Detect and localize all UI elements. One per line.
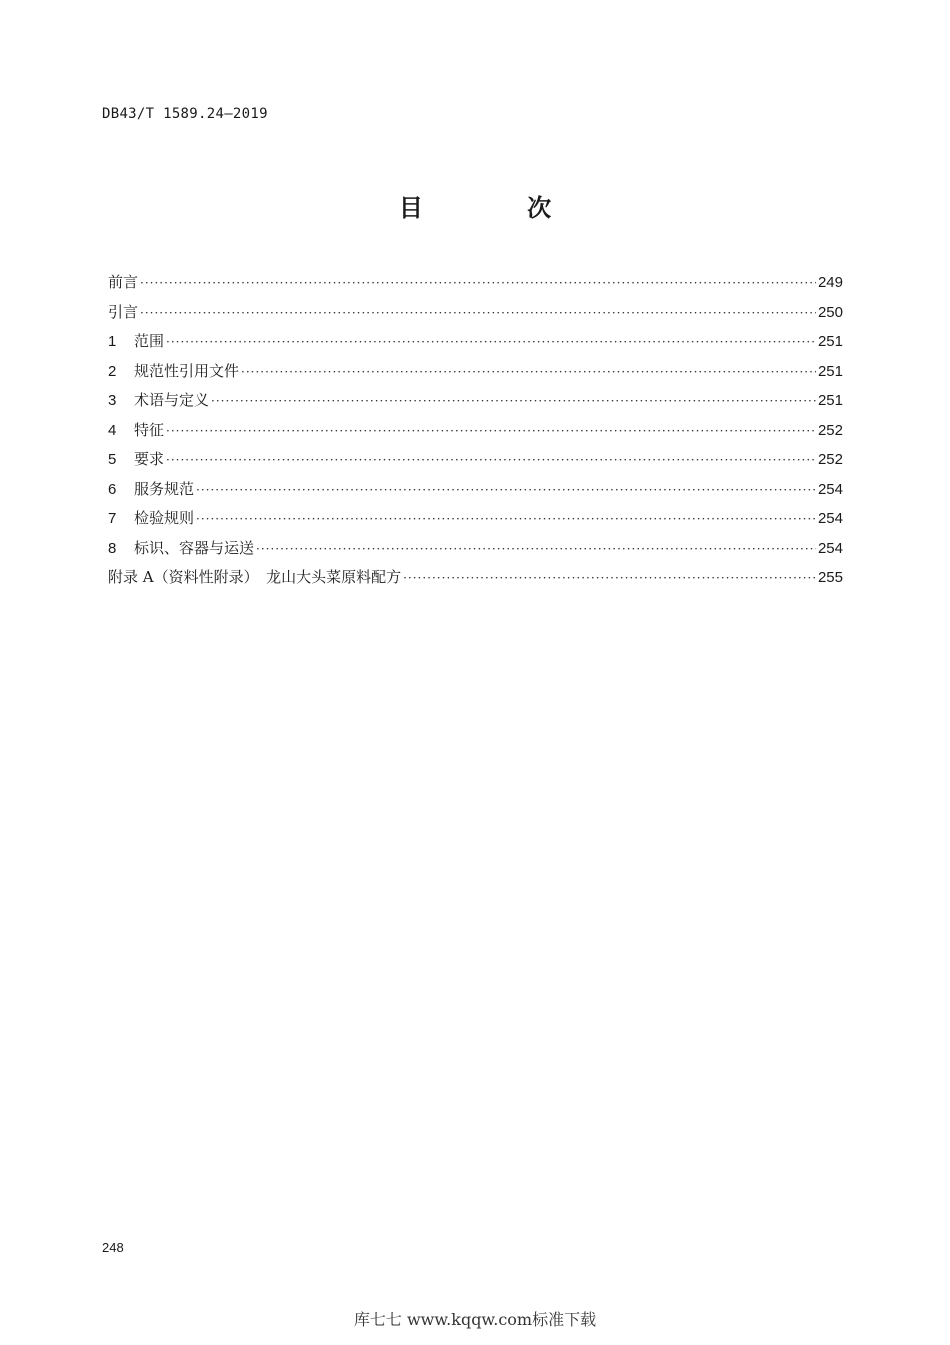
toc-entry-text: 标识、容器与运送 [134, 538, 255, 557]
toc-entry-page: 250 [817, 303, 843, 321]
toc-entry-introduction[interactable] [108, 301, 843, 331]
toc-entry-3[interactable] [108, 389, 843, 419]
toc-leader [196, 512, 816, 526]
toc-leader [166, 453, 816, 467]
toc-entry-page: 251 [817, 362, 843, 380]
toc-entry-page: 249 [817, 274, 843, 291]
toc-entry-page: 251 [817, 333, 843, 350]
toc-entry-foreword[interactable] [108, 271, 843, 301]
toc-leader [140, 276, 816, 290]
toc-entry-text: 附录 A（资料性附录） 龙山大头菜原料配方 [108, 568, 402, 586]
watermark-text: 库七七 www.kqqw.com标准下载 [353, 1310, 597, 1329]
toc-entry-6[interactable] [108, 478, 843, 508]
toc-entry-8[interactable] [108, 537, 843, 567]
toc-entry-number: 8 [108, 539, 117, 557]
toc-entry-number: 5 [108, 451, 117, 468]
toc-entry-number: 3 [108, 392, 117, 409]
toc-entry-page: 251 [817, 392, 843, 409]
toc-leader [196, 483, 816, 497]
toc-leader [241, 365, 816, 379]
toc-entry-4[interactable] [108, 419, 843, 449]
toc-entry-number: 7 [108, 510, 117, 527]
page-title: 目 次 [398, 194, 600, 222]
toc-entry-5[interactable] [108, 448, 843, 478]
toc-entry-number: 2 [108, 362, 117, 380]
toc-entry-text: 特征 [134, 420, 165, 439]
standard-code: DB43/T 1589.24—2019 [102, 106, 268, 122]
toc-entry-page: 254 [817, 539, 843, 557]
toc-leader [403, 571, 816, 585]
toc-entry-number: 6 [108, 480, 117, 498]
table-of-contents [108, 271, 843, 596]
toc-entry-page: 252 [817, 421, 843, 439]
toc-entry-number: 4 [108, 421, 117, 439]
toc-entry-page: 252 [817, 451, 843, 468]
toc-entry-text: 引言 [108, 302, 139, 321]
toc-entry-page: 255 [817, 569, 843, 586]
toc-entry-text: 规范性引用文件 [134, 361, 240, 380]
toc-entry-7[interactable] [108, 507, 843, 537]
toc-entry-text: 要求 [134, 450, 165, 468]
toc-leader [166, 335, 816, 349]
page-number: 248 [102, 1240, 124, 1255]
toc-entry-appendix-a[interactable] [108, 566, 843, 596]
toc-entry-page: 254 [817, 510, 843, 527]
toc-leader [256, 542, 816, 556]
toc-entry-2[interactable] [108, 360, 843, 390]
toc-entry-text: 检验规则 [134, 509, 195, 527]
toc-entry-page: 254 [817, 480, 843, 498]
toc-entry-number: 1 [108, 333, 117, 350]
toc-entry-1[interactable] [108, 330, 843, 360]
toc-entry-text: 前言 [108, 273, 139, 291]
toc-leader [140, 306, 816, 320]
toc-leader [211, 394, 816, 408]
toc-entry-text: 范围 [134, 332, 165, 350]
toc-entry-text: 术语与定义 [134, 391, 210, 409]
toc-leader [166, 424, 816, 438]
toc-entry-text: 服务规范 [134, 479, 195, 498]
